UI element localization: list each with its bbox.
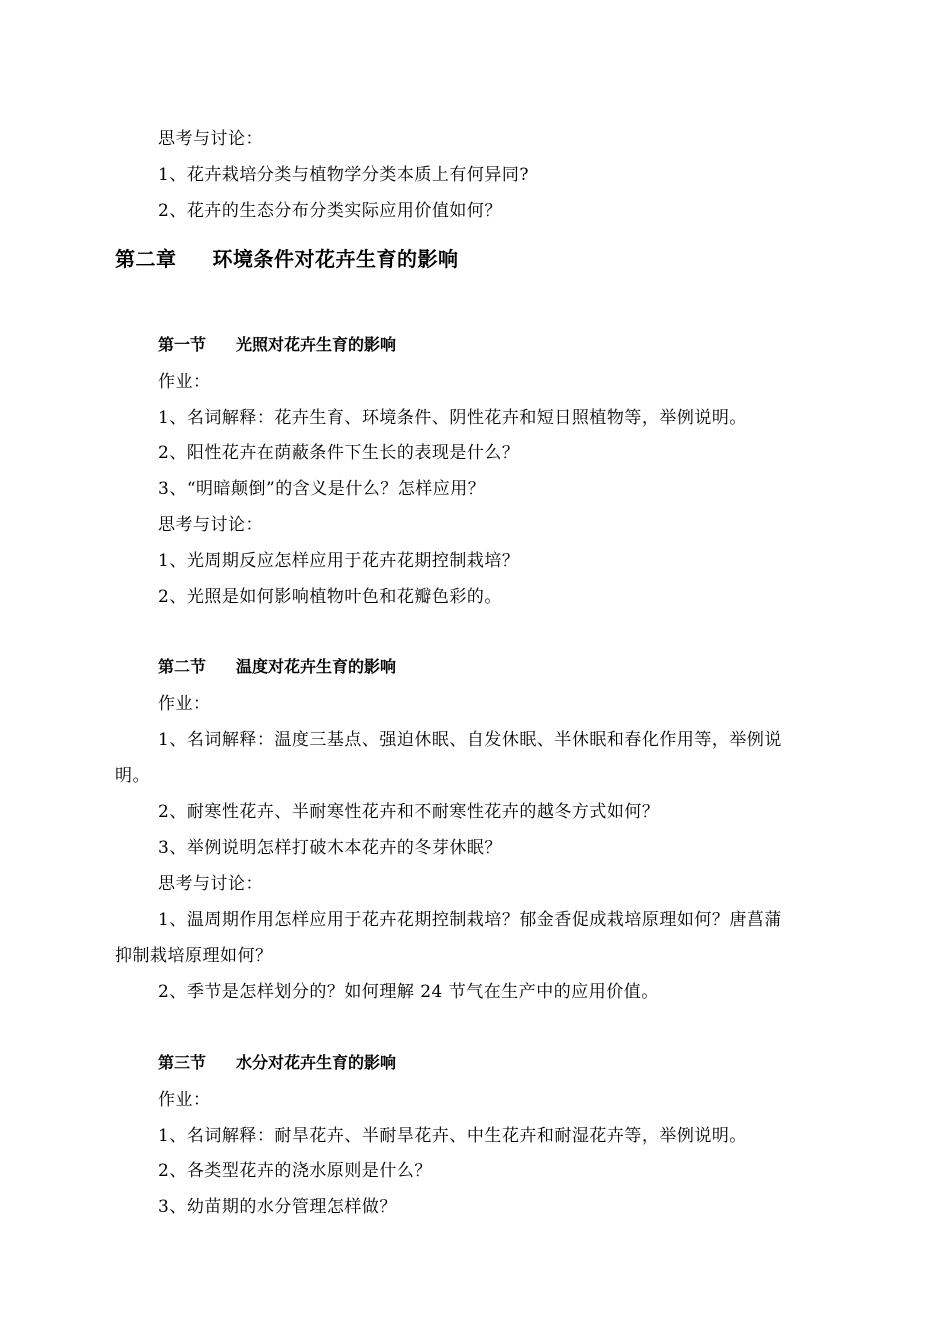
discussion-question-continuation: 抑制栽培原理如何？ bbox=[115, 946, 273, 966]
homework-item: 3、“明暗颠倒”的含义是什么？怎样应用？ bbox=[158, 479, 486, 499]
section-heading bbox=[158, 656, 396, 678]
homework-label: 作业： bbox=[158, 694, 211, 714]
chapter-title: 环境条件对花卉生育的影响 bbox=[212, 247, 459, 271]
homework-item: 2、耐寒性花卉、半耐寒性花卉和不耐寒性花卉的越冬方式如何？ bbox=[158, 802, 660, 822]
discussion-question: 1、光周期反应怎样应用于花卉花期控制栽培？ bbox=[158, 551, 520, 571]
discussion-question: 1、温周期作用怎样应用于花卉花期控制栽培？郁金香促成栽培原理如何？唐菖蒲 bbox=[158, 910, 782, 930]
discussion-question: 1、花卉栽培分类与植物学分类本质上有何异同? bbox=[158, 165, 529, 185]
section-heading bbox=[158, 1052, 396, 1074]
homework-label: 作业： bbox=[158, 372, 211, 392]
discussion-label: 思考与讨论： bbox=[158, 515, 263, 535]
discussion-label: 思考与讨论： bbox=[158, 874, 263, 894]
homework-item: 2、阳性花卉在荫蔽条件下生长的表现是什么？ bbox=[158, 443, 520, 463]
section-number: 第二节 bbox=[158, 657, 207, 676]
section-number: 第一节 bbox=[158, 335, 207, 354]
section-title: 水分对花卉生育的影响 bbox=[236, 1053, 397, 1072]
homework-item: 3、举例说明怎样打破木本花卉的冬芽休眠？ bbox=[158, 838, 502, 858]
discussion-question: 2、光照是如何影响植物叶色和花瓣色彩的。 bbox=[158, 587, 502, 607]
homework-item-continuation: 明。 bbox=[115, 766, 150, 786]
homework-item: 1、名词解释：花卉生育、环境条件、阴性花卉和短日照植物等，举例说明。 bbox=[158, 408, 747, 428]
section-title: 光照对花卉生育的影响 bbox=[236, 335, 397, 354]
discussion-question: 2、季节是怎样划分的？如何理解 24 节气在生产中的应用价值。 bbox=[158, 982, 659, 1002]
homework-item: 1、名词解释：温度三基点、强迫休眠、自发休眠、半休眠和春化作用等，举例说 bbox=[158, 730, 782, 750]
discussion-label: 思考与讨论： bbox=[158, 129, 263, 149]
chapter-number: 第二章 bbox=[115, 247, 177, 271]
section-title: 温度对花卉生育的影响 bbox=[236, 657, 397, 676]
homework-item: 3、幼苗期的水分管理怎样做？ bbox=[158, 1197, 397, 1217]
homework-item: 2、各类型花卉的浇水原则是什么？ bbox=[158, 1161, 432, 1181]
homework-item: 1、名词解释：耐旱花卉、半耐旱花卉、中生花卉和耐湿花卉等，举例说明。 bbox=[158, 1126, 747, 1146]
homework-label: 作业： bbox=[158, 1090, 211, 1110]
discussion-question: 2、花卉的生态分布分类实际应用价值如何？ bbox=[158, 201, 502, 221]
section-number: 第三节 bbox=[158, 1053, 207, 1072]
section-heading bbox=[158, 334, 396, 356]
chapter-heading bbox=[115, 246, 459, 272]
